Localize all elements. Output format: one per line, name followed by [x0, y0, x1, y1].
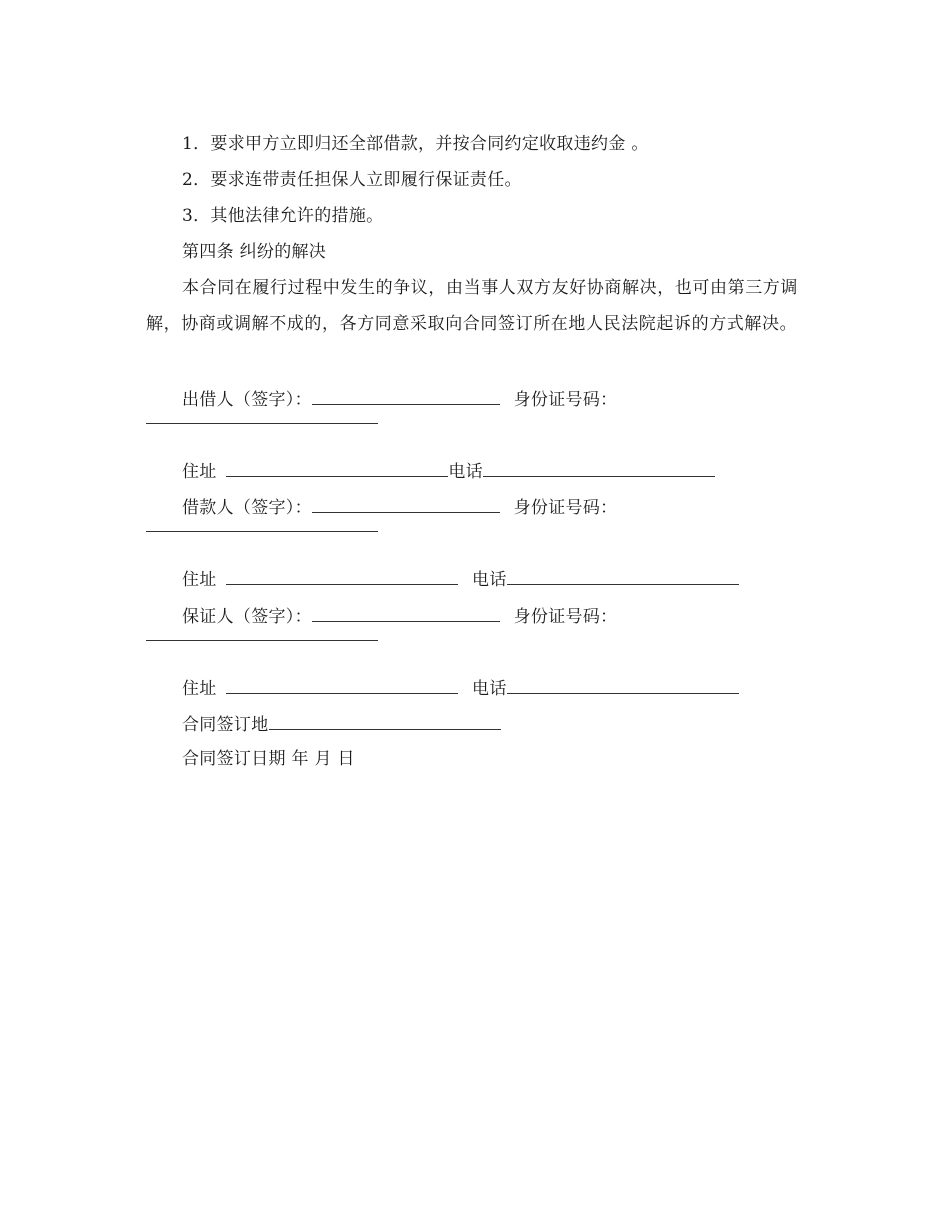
lender-sign-label: 出借人（签字）：	[182, 390, 312, 410]
guarantor-sign-label: 保证人（签字）：	[182, 607, 312, 627]
remedy-item-3: 3．其他法律允许的措施。	[182, 206, 384, 226]
borrower-phone-label: 电话	[472, 570, 507, 590]
guarantor-contact-row	[182, 675, 739, 701]
contract-date: 合同签订日期 年 月 日	[182, 749, 355, 769]
lender-sign-blank[interactable]	[312, 386, 500, 405]
lender-contact-row	[182, 458, 715, 484]
guarantor-signature-row	[182, 603, 617, 629]
lender-address-label: 住址	[182, 462, 217, 482]
borrower-id-blank[interactable]	[146, 531, 378, 532]
article-4-body: 本合同在履行过程中发生的争议，由当事人双方友好协商解决，也可由第三方调解，协商或调解不成的，各方同意采取向合同签订所在地人民法院起诉的方式解决。	[146, 278, 798, 334]
lender-address-blank[interactable]	[226, 458, 448, 477]
borrower-sign-blank[interactable]	[312, 494, 500, 513]
borrower-contact-row	[182, 566, 739, 592]
guarantor-address-blank[interactable]	[226, 675, 458, 694]
guarantor-id-label: 身份证号码：	[513, 607, 618, 627]
borrower-signature-row	[182, 494, 617, 520]
lender-phone-blank[interactable]	[483, 458, 715, 477]
lender-phone-label: 电话	[448, 462, 483, 482]
article-4-title: 第四条 纠纷的解决	[182, 242, 327, 262]
contract-place-row	[182, 711, 501, 737]
lender-id-blank[interactable]	[146, 423, 378, 424]
remedy-item-2: 2．要求连带责任担保人立即履行保证责任。	[182, 170, 522, 190]
lender-signature-row	[182, 386, 617, 412]
borrower-address-label: 住址	[182, 570, 217, 590]
contract-place-label: 合同签订地	[182, 715, 269, 735]
guarantor-id-blank[interactable]	[146, 640, 378, 641]
borrower-id-label: 身份证号码：	[513, 498, 618, 518]
borrower-address-blank[interactable]	[226, 566, 458, 585]
guarantor-phone-blank[interactable]	[507, 675, 739, 694]
guarantor-phone-label: 电话	[472, 679, 507, 699]
guarantor-sign-blank[interactable]	[312, 603, 500, 622]
guarantor-address-label: 住址	[182, 679, 217, 699]
borrower-sign-label: 借款人（签字）：	[182, 498, 312, 518]
contract-place-blank[interactable]	[269, 711, 501, 730]
lender-id-label: 身份证号码：	[513, 390, 618, 410]
remedy-item-1: 1．要求甲方立即归还全部借款，并按合同约定收取违约金 。	[182, 134, 649, 154]
borrower-phone-blank[interactable]	[507, 566, 739, 585]
